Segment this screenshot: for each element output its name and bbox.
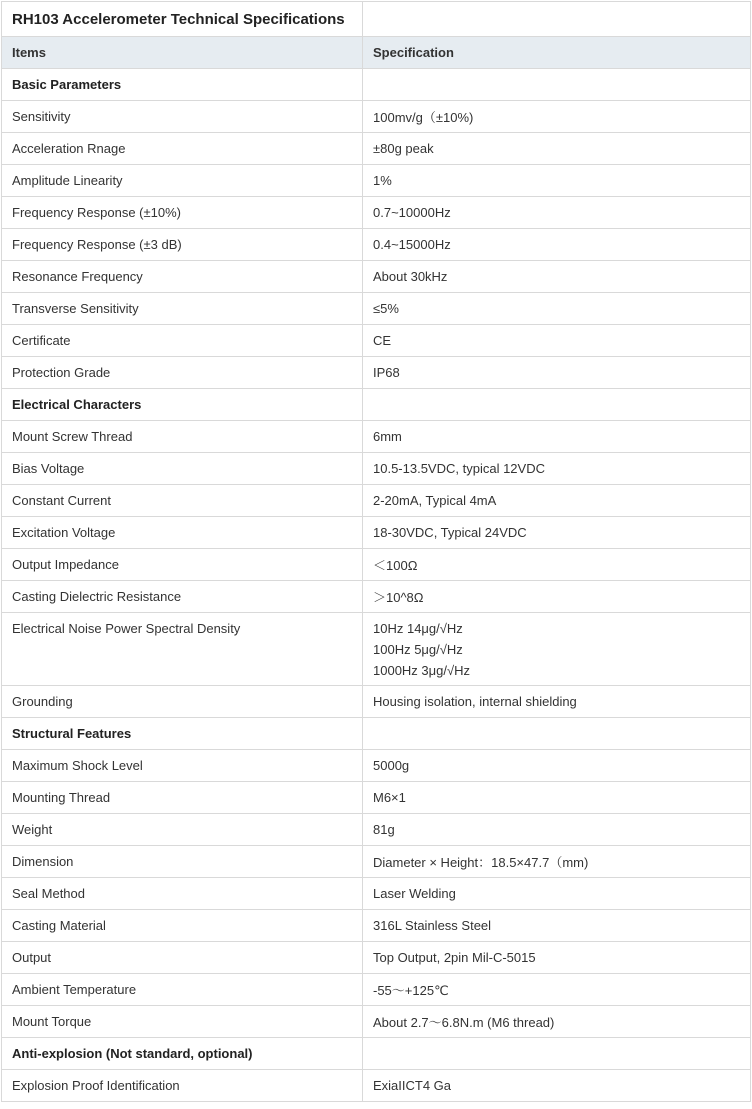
section-row: [2, 389, 751, 421]
table-row: [2, 549, 751, 581]
item-name: Casting Dielectric Resistance: [2, 581, 363, 613]
spec-value: ≤5%: [363, 293, 751, 325]
title-empty-cell: [363, 2, 751, 37]
table-row: [2, 942, 751, 974]
item-name: Frequency Response (±3 dB): [2, 229, 363, 261]
spec-table-body: [2, 2, 751, 1102]
item-name: Excitation Voltage: [2, 517, 363, 549]
table-row: [2, 421, 751, 453]
item-name: Mount Screw Thread: [2, 421, 363, 453]
item-name: Mount Torque: [2, 1006, 363, 1038]
spec-value: Laser Welding: [363, 878, 751, 910]
table-title: RH103 Accelerometer Technical Specifications: [2, 2, 363, 37]
table-row: [2, 581, 751, 613]
table-row: [2, 750, 751, 782]
spec-value: 10.5-13.5VDC, typical 12VDC: [363, 453, 751, 485]
spec-value: Diameter × Height：18.5×47.7（mm): [363, 846, 751, 878]
spec-value: 1%: [363, 165, 751, 197]
item-name: Seal Method: [2, 878, 363, 910]
table-row: [2, 261, 751, 293]
table-row: [2, 101, 751, 133]
item-name: Explosion Proof Identification: [2, 1070, 363, 1102]
section-empty-cell: [363, 69, 751, 101]
spec-value: CE: [363, 325, 751, 357]
spec-value: 6mm: [363, 421, 751, 453]
section-empty-cell: [363, 389, 751, 421]
table-row: [2, 453, 751, 485]
spec-value: 18-30VDC, Typical 24VDC: [363, 517, 751, 549]
table-row: [2, 293, 751, 325]
spec-value-line: 100Hz 5μg/√Hz: [373, 641, 463, 657]
header-specification: Specification: [363, 37, 751, 69]
spec-value-line: 1000Hz 3μg/√Hz: [373, 662, 471, 678]
spec-value-multiline: [363, 613, 751, 686]
item-name: Constant Current: [2, 485, 363, 517]
table-row: [2, 1006, 751, 1038]
item-name: Mounting Thread: [2, 782, 363, 814]
table-row: [2, 485, 751, 517]
table-row: [2, 229, 751, 261]
section-row: [2, 69, 751, 101]
item-name: Certificate: [2, 325, 363, 357]
item-name: Output: [2, 942, 363, 974]
spec-value: 100mv/g（±10%): [363, 101, 751, 133]
table-row: [2, 1070, 751, 1102]
header-row: [2, 37, 751, 69]
spec-value: ±80g peak: [363, 133, 751, 165]
spec-value: 81g: [363, 814, 751, 846]
item-name: Electrical Noise Power Spectral Density: [2, 613, 363, 686]
item-name: Weight: [2, 814, 363, 846]
spec-value: 0.7~10000Hz: [363, 197, 751, 229]
table-row: [2, 325, 751, 357]
item-name: Resonance Frequency: [2, 261, 363, 293]
item-name: Maximum Shock Level: [2, 750, 363, 782]
item-name: Dimension: [2, 846, 363, 878]
table-row: [2, 782, 751, 814]
item-name: Acceleration Rnage: [2, 133, 363, 165]
spec-value: -55～+125℃: [363, 974, 751, 1006]
item-name: Sensitivity: [2, 101, 363, 133]
title-row: [2, 2, 751, 37]
section-title: Basic Parameters: [2, 69, 363, 101]
table-row: [2, 814, 751, 846]
table-row: [2, 878, 751, 910]
item-name: Bias Voltage: [2, 453, 363, 485]
spec-value: 2-20mA, Typical 4mA: [363, 485, 751, 517]
table-row: [2, 910, 751, 942]
item-name: Protection Grade: [2, 357, 363, 389]
item-name: Frequency Response (±10%): [2, 197, 363, 229]
table-row: [2, 974, 751, 1006]
table-row: [2, 613, 751, 686]
table-row: [2, 165, 751, 197]
item-name: Transverse Sensitivity: [2, 293, 363, 325]
table-row: [2, 357, 751, 389]
table-row: [2, 846, 751, 878]
spec-value: Top Output, 2pin Mil-C-5015: [363, 942, 751, 974]
section-title: Structural Features: [2, 718, 363, 750]
section-row: [2, 718, 751, 750]
section-title: Anti-explosion (Not standard, optional): [2, 1038, 363, 1070]
section-row: [2, 1038, 751, 1070]
spec-value: Housing isolation, internal shielding: [363, 686, 751, 718]
table-row: [2, 133, 751, 165]
item-name: Amplitude Linearity: [2, 165, 363, 197]
spec-value: ＜100Ω: [363, 549, 751, 581]
spec-value: IP68: [363, 357, 751, 389]
table-row: [2, 517, 751, 549]
spec-value: M6×1: [363, 782, 751, 814]
item-name: Output Impedance: [2, 549, 363, 581]
section-empty-cell: [363, 718, 751, 750]
item-name: Casting Material: [2, 910, 363, 942]
section-empty-cell: [363, 1038, 751, 1070]
spec-value-line: 10Hz 14μg/√Hz: [373, 620, 463, 636]
spec-table: [1, 1, 751, 1102]
table-row: [2, 686, 751, 718]
spec-value: ＞10^8Ω: [363, 581, 751, 613]
item-name: Grounding: [2, 686, 363, 718]
table-row: [2, 197, 751, 229]
header-items: Items: [2, 37, 363, 69]
item-name: Ambient Temperature: [2, 974, 363, 1006]
spec-value: 5000g: [363, 750, 751, 782]
section-title: Electrical Characters: [2, 389, 363, 421]
spec-value: About 30kHz: [363, 261, 751, 293]
spec-value: About 2.7～6.8N.m (M6 thread): [363, 1006, 751, 1038]
spec-value: ExiaIICT4 Ga: [363, 1070, 751, 1102]
spec-value: 316L Stainless Steel: [363, 910, 751, 942]
spec-value: 0.4~15000Hz: [363, 229, 751, 261]
